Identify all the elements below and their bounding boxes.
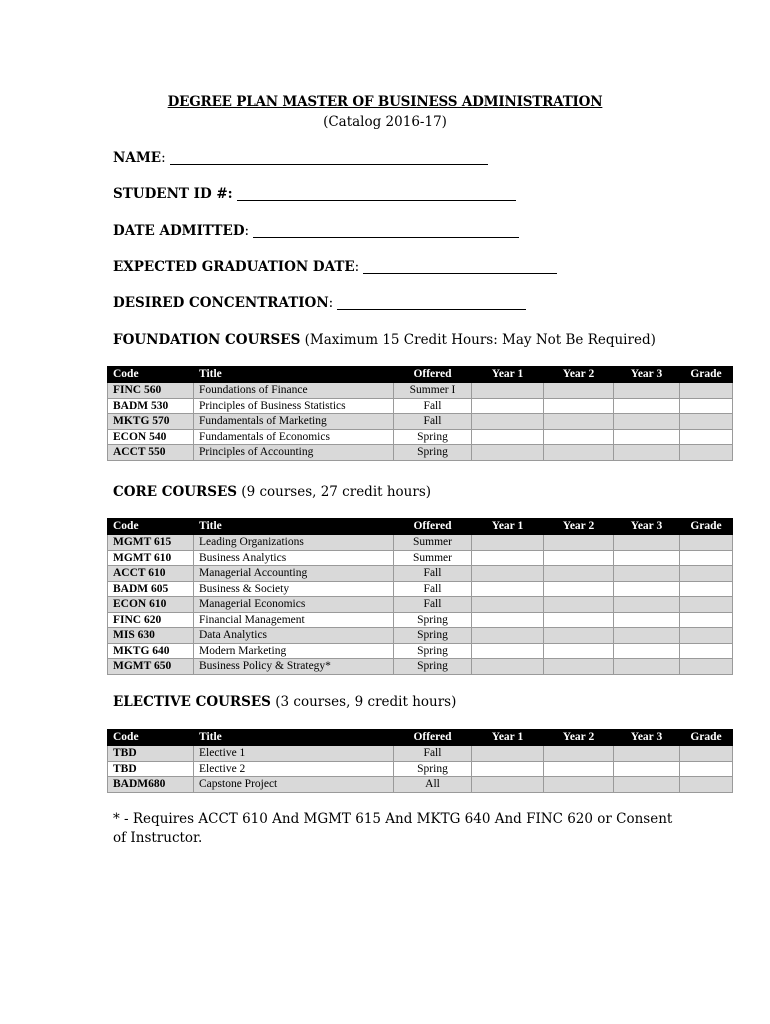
foundation-title: FOUNDATION COURSES [113, 332, 301, 348]
year-3-cell[interactable] [614, 597, 680, 613]
core-note: (9 courses, 27 credit hours) [241, 484, 432, 500]
year-1-cell[interactable] [472, 535, 544, 551]
grade-cell[interactable] [680, 761, 733, 777]
elective-heading [113, 694, 456, 710]
prerequisite-footnote: * - Requires ACCT 610 And MGMT 615 And MKTG 640 And FINC 620 or Consent of Instructor. [113, 811, 673, 846]
course-offered: Fall [394, 398, 472, 414]
core-courses-table [107, 518, 733, 675]
course-code: ACCT 550 [108, 445, 194, 461]
grade-cell[interactable] [680, 612, 733, 628]
column-header: Code [108, 519, 194, 535]
course-title: Financial Management [194, 612, 394, 628]
year-3-cell[interactable] [614, 429, 680, 445]
course-offered: Spring [394, 429, 472, 445]
column-header: Year 3 [614, 367, 680, 383]
course-offered: Fall [394, 581, 472, 597]
course-code: BADM680 [108, 777, 194, 793]
expected-graduation-line[interactable] [363, 259, 557, 274]
year-3-cell[interactable] [614, 445, 680, 461]
course-code: FINC 560 [108, 383, 194, 399]
grade-cell[interactable] [680, 535, 733, 551]
catalog-year: (Catalog 2016-17) [323, 114, 447, 130]
grade-cell[interactable] [680, 550, 733, 566]
date-admitted-line[interactable] [253, 223, 519, 238]
year-1-cell[interactable] [472, 628, 544, 644]
year-3-cell[interactable] [614, 628, 680, 644]
course-code: TBD [108, 761, 194, 777]
table-row [108, 628, 733, 644]
elective-title: ELECTIVE COURSES [113, 694, 271, 710]
year-1-cell[interactable] [472, 398, 544, 414]
desired-concentration-field: DESIRED CONCENTRATION: [113, 295, 526, 311]
student-id-label: STUDENT ID #: [113, 186, 233, 202]
year-1-cell[interactable] [472, 566, 544, 582]
course-offered: Spring [394, 612, 472, 628]
year-3-cell[interactable] [614, 761, 680, 777]
column-header: Title [194, 519, 394, 535]
course-offered: Spring [394, 445, 472, 461]
year-2-cell[interactable] [544, 761, 614, 777]
grade-cell[interactable] [680, 429, 733, 445]
student-id-field [113, 186, 516, 202]
foundation-note: (Maximum 15 Credit Hours: May Not Be Required) [304, 332, 656, 348]
year-2-cell[interactable] [544, 414, 614, 430]
course-code: MKTG 570 [108, 414, 194, 430]
year-3-cell[interactable] [614, 550, 680, 566]
core-title: CORE COURSES [113, 484, 237, 500]
course-code: MGMT 610 [108, 550, 194, 566]
column-header: Offered [394, 367, 472, 383]
year-2-cell[interactable] [544, 659, 614, 675]
year-1-cell[interactable] [472, 445, 544, 461]
column-header: Year 3 [614, 519, 680, 535]
course-code: BADM 530 [108, 398, 194, 414]
year-2-cell[interactable] [544, 445, 614, 461]
course-title: Data Analytics [194, 628, 394, 644]
course-title: Foundations of Finance [194, 383, 394, 399]
table-row [108, 761, 733, 777]
column-header: Grade [680, 367, 733, 383]
grade-cell[interactable] [680, 628, 733, 644]
year-1-cell[interactable] [472, 761, 544, 777]
year-2-cell[interactable] [544, 429, 614, 445]
table-row [108, 566, 733, 582]
grade-cell[interactable] [680, 746, 733, 762]
course-offered: All [394, 777, 472, 793]
column-header: Year 2 [544, 367, 614, 383]
table-header-row [108, 519, 733, 535]
year-1-cell[interactable] [472, 414, 544, 430]
year-3-cell[interactable] [614, 414, 680, 430]
year-1-cell[interactable] [472, 746, 544, 762]
column-header: Offered [394, 519, 472, 535]
table-header-row [108, 367, 733, 383]
course-offered: Summer [394, 535, 472, 551]
column-header: Year 1 [472, 519, 544, 535]
core-heading [113, 484, 431, 500]
table-row [108, 429, 733, 445]
desired-concentration-line[interactable] [337, 295, 526, 310]
course-code: ECON 540 [108, 429, 194, 445]
year-3-cell[interactable] [614, 612, 680, 628]
course-code: ACCT 610 [108, 566, 194, 582]
year-2-cell[interactable] [544, 398, 614, 414]
year-3-cell[interactable] [614, 398, 680, 414]
grade-cell[interactable] [680, 659, 733, 675]
column-header: Year 3 [614, 730, 680, 746]
table-row [108, 746, 733, 762]
expected-graduation-field: EXPECTED GRADUATION DATE: [113, 259, 557, 275]
expected-graduation-label: EXPECTED GRADUATION DATE [113, 259, 355, 275]
document-title: DEGREE PLAN MASTER OF BUSINESS ADMINISTRATION [167, 94, 603, 110]
course-title: Fundamentals of Economics [194, 429, 394, 445]
course-code: FINC 620 [108, 612, 194, 628]
year-3-cell[interactable] [614, 383, 680, 399]
table-row [108, 414, 733, 430]
column-header: Title [194, 730, 394, 746]
date-admitted-field: DATE ADMITTED: [113, 223, 519, 239]
course-code: MGMT 615 [108, 535, 194, 551]
column-header: Year 1 [472, 730, 544, 746]
year-2-cell[interactable] [544, 777, 614, 793]
grade-cell[interactable] [680, 597, 733, 613]
year-3-cell[interactable] [614, 643, 680, 659]
table-row [108, 643, 733, 659]
year-1-cell[interactable] [472, 550, 544, 566]
year-2-cell[interactable] [544, 746, 614, 762]
grade-cell[interactable] [680, 398, 733, 414]
year-2-cell[interactable] [544, 550, 614, 566]
table-row [108, 550, 733, 566]
year-3-cell[interactable] [614, 746, 680, 762]
name-label: NAME [113, 150, 162, 166]
grade-cell[interactable] [680, 414, 733, 430]
course-title: Business Analytics [194, 550, 394, 566]
year-1-cell[interactable] [472, 581, 544, 597]
year-3-cell[interactable] [614, 566, 680, 582]
table-header-row [108, 730, 733, 746]
table-row [108, 597, 733, 613]
year-2-cell[interactable] [544, 643, 614, 659]
course-code: MGMT 650 [108, 659, 194, 675]
column-header: Year 2 [544, 519, 614, 535]
column-header: Grade [680, 519, 733, 535]
year-1-cell[interactable] [472, 643, 544, 659]
year-3-cell[interactable] [614, 581, 680, 597]
year-2-cell[interactable] [544, 612, 614, 628]
year-3-cell[interactable] [614, 535, 680, 551]
table-row [108, 659, 733, 675]
table-row [108, 777, 733, 793]
column-header: Year 2 [544, 730, 614, 746]
year-2-cell[interactable] [544, 581, 614, 597]
table-row [108, 445, 733, 461]
name-field: NAME: [113, 150, 488, 166]
course-title: Managerial Accounting [194, 566, 394, 582]
course-title: Fundamentals of Marketing [194, 414, 394, 430]
course-offered: Fall [394, 746, 472, 762]
course-offered: Spring [394, 628, 472, 644]
course-title: Leading Organizations [194, 535, 394, 551]
grade-cell[interactable] [680, 581, 733, 597]
elective-courses-table [107, 729, 733, 793]
course-code: ECON 610 [108, 597, 194, 613]
course-title: Managerial Economics [194, 597, 394, 613]
course-offered: Fall [394, 414, 472, 430]
foundation-courses-table [107, 366, 733, 461]
year-1-cell[interactable] [472, 597, 544, 613]
name-line[interactable] [170, 150, 488, 165]
course-title: Capstone Project [194, 777, 394, 793]
table-row [108, 535, 733, 551]
table-row [108, 581, 733, 597]
year-1-cell[interactable] [472, 429, 544, 445]
course-offered: Fall [394, 597, 472, 613]
table-row [108, 383, 733, 399]
course-title: Elective 2 [194, 761, 394, 777]
table-row [108, 612, 733, 628]
column-header: Offered [394, 730, 472, 746]
year-3-cell[interactable] [614, 777, 680, 793]
desired-concentration-label: DESIRED CONCENTRATION [113, 295, 329, 311]
course-offered: Spring [394, 761, 472, 777]
table-row [108, 398, 733, 414]
course-title: Elective 1 [194, 746, 394, 762]
course-offered: Summer [394, 550, 472, 566]
course-offered: Fall [394, 566, 472, 582]
column-header: Grade [680, 730, 733, 746]
grade-cell[interactable] [680, 777, 733, 793]
course-offered: Summer I [394, 383, 472, 399]
year-2-cell[interactable] [544, 566, 614, 582]
course-code: MKTG 640 [108, 643, 194, 659]
course-offered: Spring [394, 659, 472, 675]
year-2-cell[interactable] [544, 597, 614, 613]
grade-cell[interactable] [680, 445, 733, 461]
column-header: Code [108, 730, 194, 746]
course-title: Principles of Accounting [194, 445, 394, 461]
course-code: TBD [108, 746, 194, 762]
student-id-line[interactable] [237, 186, 516, 201]
course-title: Modern Marketing [194, 643, 394, 659]
column-header: Year 1 [472, 367, 544, 383]
date-admitted-label: DATE ADMITTED [113, 223, 245, 239]
course-title: Principles of Business Statistics [194, 398, 394, 414]
grade-cell[interactable] [680, 643, 733, 659]
column-header: Title [194, 367, 394, 383]
column-header: Code [108, 367, 194, 383]
year-1-cell[interactable] [472, 383, 544, 399]
year-2-cell[interactable] [544, 628, 614, 644]
year-1-cell[interactable] [472, 659, 544, 675]
course-offered: Spring [394, 643, 472, 659]
year-2-cell[interactable] [544, 535, 614, 551]
year-3-cell[interactable] [614, 659, 680, 675]
year-2-cell[interactable] [544, 383, 614, 399]
elective-note: (3 courses, 9 credit hours) [275, 694, 457, 710]
year-1-cell[interactable] [472, 612, 544, 628]
year-1-cell[interactable] [472, 777, 544, 793]
grade-cell[interactable] [680, 383, 733, 399]
course-code: MIS 630 [108, 628, 194, 644]
foundation-heading [113, 332, 656, 348]
course-code: BADM 605 [108, 581, 194, 597]
course-title: Business Policy & Strategy* [194, 659, 394, 675]
grade-cell[interactable] [680, 566, 733, 582]
course-title: Business & Society [194, 581, 394, 597]
